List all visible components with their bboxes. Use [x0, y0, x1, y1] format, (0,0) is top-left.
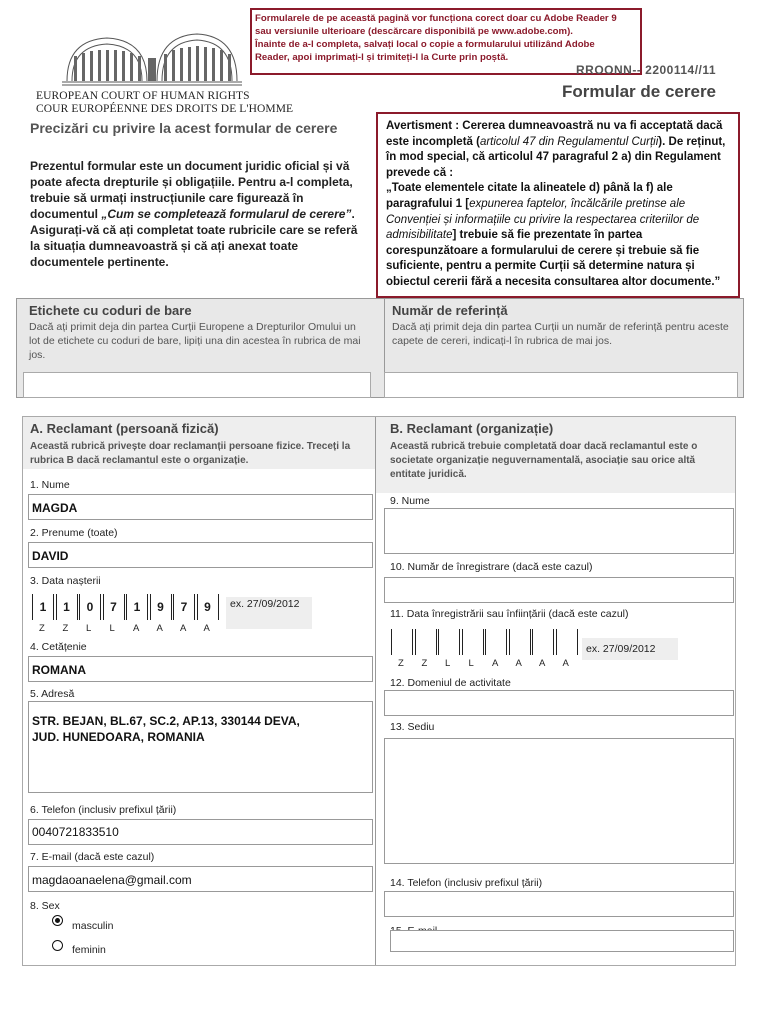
date-format-letter: L: [86, 623, 92, 634]
warning-text: ). De reținut, în mod special, că articolul 47 paragraful 2 a) din Regulament prevede că :: [386, 135, 726, 179]
name-value: MAGDA: [32, 501, 78, 515]
date-digit-box[interactable]: 9: [150, 594, 172, 620]
date-digit-box[interactable]: 1: [56, 594, 78, 620]
date-digit-box[interactable]: 1: [126, 594, 148, 620]
date-format-letter: A: [562, 658, 569, 669]
date-digit-box[interactable]: [532, 629, 554, 655]
date-digit-box[interactable]: 1: [32, 594, 54, 620]
date-digit-box[interactable]: 0: [79, 594, 101, 620]
nationality-label: 4. Cetățenie: [30, 641, 87, 653]
court-name-fr: COUR EUROPÉENNE DES DROITS DE L'HOMME: [36, 103, 294, 115]
barcode-desc: Dacă ați primit deja din partea Curții Europene a Drepturilor Omului un lot de etichete cu coduri de bare, lipiți una din acestea în rubrica de mai jos.: [29, 321, 361, 361]
date-format-letter: A: [133, 623, 140, 634]
reference-number-input[interactable]: [384, 372, 738, 398]
address-label: 5. Adresă: [30, 688, 75, 700]
date-digit-box[interactable]: [485, 629, 507, 655]
date-digit-box[interactable]: [391, 629, 413, 655]
reference-desc: Dacă ați primit deja din partea Curții un număr de referință pentru aceste capete de cereri, indicați-l în rubrica de mai jos.: [392, 321, 729, 347]
date-format-letter: A: [539, 658, 546, 669]
date-digit-box[interactable]: [438, 629, 460, 655]
registration-number-label: 10. Număr de înregistrare (dacă este cazul): [390, 561, 593, 573]
barcode-title: Etichete cu coduri de bare: [29, 303, 192, 318]
date-format-letter: L: [445, 658, 451, 669]
birth-date-example: ex. 27/09/2012: [226, 597, 312, 629]
registration-date-example: ex. 27/09/2012: [582, 638, 678, 660]
nationality-value: ROMANA: [32, 663, 86, 677]
date-digit-box[interactable]: [509, 629, 531, 655]
phone-label: 6. Telefon (inclusiv prefixul țării): [30, 804, 177, 816]
first-names-label: 2. Prenume (toate): [30, 527, 118, 539]
org-name-label: 9. Nume: [390, 495, 430, 507]
warning-box: [376, 112, 740, 298]
date-format-letter: A: [180, 623, 187, 634]
section-a-desc: Această rubrică privește doar reclamanții persoane fizice. Treceți la rubrica B dacă reclamantul este o organizație.: [30, 441, 351, 466]
address-line-2: JUD. HUNEDOARA, ROMANIA: [32, 730, 205, 744]
sex-label: 8. Sex: [30, 900, 60, 912]
date-digit-box[interactable]: [462, 629, 484, 655]
first-names-value: DAVID: [32, 549, 69, 563]
date-format-letter: L: [109, 623, 115, 634]
org-name-input[interactable]: [384, 508, 734, 554]
notice-line: Înainte de a-l completa, salvați local o copie a formularului utilizând Adobe: [255, 39, 595, 50]
notice-line: Formularele de pe această pagină vor funcționa corect doar cu Adobe Reader 9: [255, 13, 617, 24]
email-label: 7. E-mail (dacă este cazul): [30, 851, 155, 863]
date-format-letter: Z: [398, 658, 404, 669]
court-name-en: EUROPEAN COURT OF HUMAN RIGHTS: [36, 90, 250, 102]
notice-line: sau versiunile ulterioare (descărcare disponibilă pe www.adobe.com).: [255, 26, 573, 37]
date-format-letter: A: [492, 658, 499, 669]
activity-label: 12. Domeniul de activitate: [390, 677, 511, 689]
sex-male-label: masculin: [72, 920, 114, 932]
date-format-letter: A: [156, 623, 163, 634]
court-building-logo: [62, 26, 242, 88]
form-title: Formular de cerere: [562, 82, 717, 101]
registration-date-label: 11. Data înregistrării sau înființării (dacă este cazul): [390, 608, 629, 620]
intro-text: [30, 158, 365, 270]
date-digit-box[interactable]: [556, 629, 578, 655]
date-format-letter: L: [468, 658, 474, 669]
registration-number-input[interactable]: [384, 577, 734, 603]
activity-input[interactable]: [384, 690, 734, 716]
intro-text-part: . Asigurați-vă că ați completat toate rubricile care se referă la situația dumneavoastră și că ați anexat toate documentele pertinente.: [30, 207, 358, 269]
date-digit-box[interactable]: 7: [103, 594, 125, 620]
notice-line: Reader, apoi imprimați-l și trimiteți-l la Curte prin poștă.: [255, 52, 509, 63]
section-divider: [375, 417, 376, 965]
section-b-title: B. Reclamant (organizație): [390, 421, 554, 436]
warning-text: Avertisment : Cererea dumneavoastră nu va fi acceptată dacă este incompletă (: [386, 120, 723, 148]
org-email-input[interactable]: [390, 930, 734, 952]
org-phone-label: 14. Telefon (inclusiv prefixul țării): [390, 877, 543, 889]
date-format-letter: A: [203, 623, 210, 634]
barcode-label-box[interactable]: [23, 372, 371, 398]
phone-value: 0040721833510: [32, 825, 119, 839]
date-digit-box[interactable]: 7: [173, 594, 195, 620]
org-phone-input[interactable]: [384, 891, 734, 917]
sex-male-radio[interactable]: [52, 915, 63, 926]
birth-date-label: 3. Data nașterii: [30, 575, 101, 587]
first-names-input[interactable]: [28, 542, 373, 568]
barcode-reference-section: [16, 298, 744, 398]
name-label: 1. Nume: [30, 479, 70, 491]
sex-female-radio[interactable]: [52, 940, 63, 951]
name-input[interactable]: [28, 494, 373, 520]
sex-female-label: feminin: [72, 944, 106, 956]
warning-text: „Toate elementele citate la alineatele d) până la f) ale paragrafului 1 [: [386, 182, 673, 210]
headquarters-label: 13. Sediu: [390, 721, 435, 733]
warning-italic: articolul 47 din Regulamentul Curții: [479, 135, 659, 148]
section-a-title: A. Reclamant (persoană fizică): [30, 421, 219, 436]
section-b-desc: Această rubrică trebuie completată doar dacă reclamantul este o societate organizație neguvernamentală, asociație sau orice altă entitate juridică.: [390, 441, 698, 480]
reference-title: Număr de referință: [392, 303, 508, 318]
address-line-1: STR. BEJAN, BL.67, SC.2, AP.13, 330144 DEVA,: [32, 714, 300, 728]
date-digit-box[interactable]: [415, 629, 437, 655]
date-digit-box[interactable]: 9: [197, 594, 219, 620]
intro-heading: Precizări cu privire la acest formular de cerere: [30, 120, 338, 136]
intro-text-part: Prezentul formular este un document juridic oficial și vă poate afecta drepturile și obligațiile. Pentru a-l completa, trebuie să urmați instrucțiunile care figurează în documentul: [30, 159, 353, 221]
warning-italic: expunerea faptelor, încălcările pretinse ale Convenției și informațiile cu privire la respectarea criteriilor de admisibilitate: [386, 197, 700, 242]
date-format-letter: Z: [62, 623, 69, 634]
headquarters-input[interactable]: [384, 738, 734, 864]
email-value: magdaoanaelena@gmail.com: [32, 873, 192, 887]
date-format-letter: Z: [421, 658, 428, 669]
intro-text-guide-title: „Cum se completează formularul de cerere”: [101, 207, 352, 221]
date-format-letter: A: [515, 658, 522, 669]
date-format-letter: Z: [39, 623, 45, 634]
warning-text: ] trebuie să fie prezentate în partea corespunzătoare a formularului de cerere și trebuie să fie suficiente, pentru a permite Curții să determine natura și obiectul cererii fără a necesita consultarea altor documente.”: [386, 229, 721, 288]
form-reference-code: RROONN-- 2200114//11: [576, 63, 717, 77]
